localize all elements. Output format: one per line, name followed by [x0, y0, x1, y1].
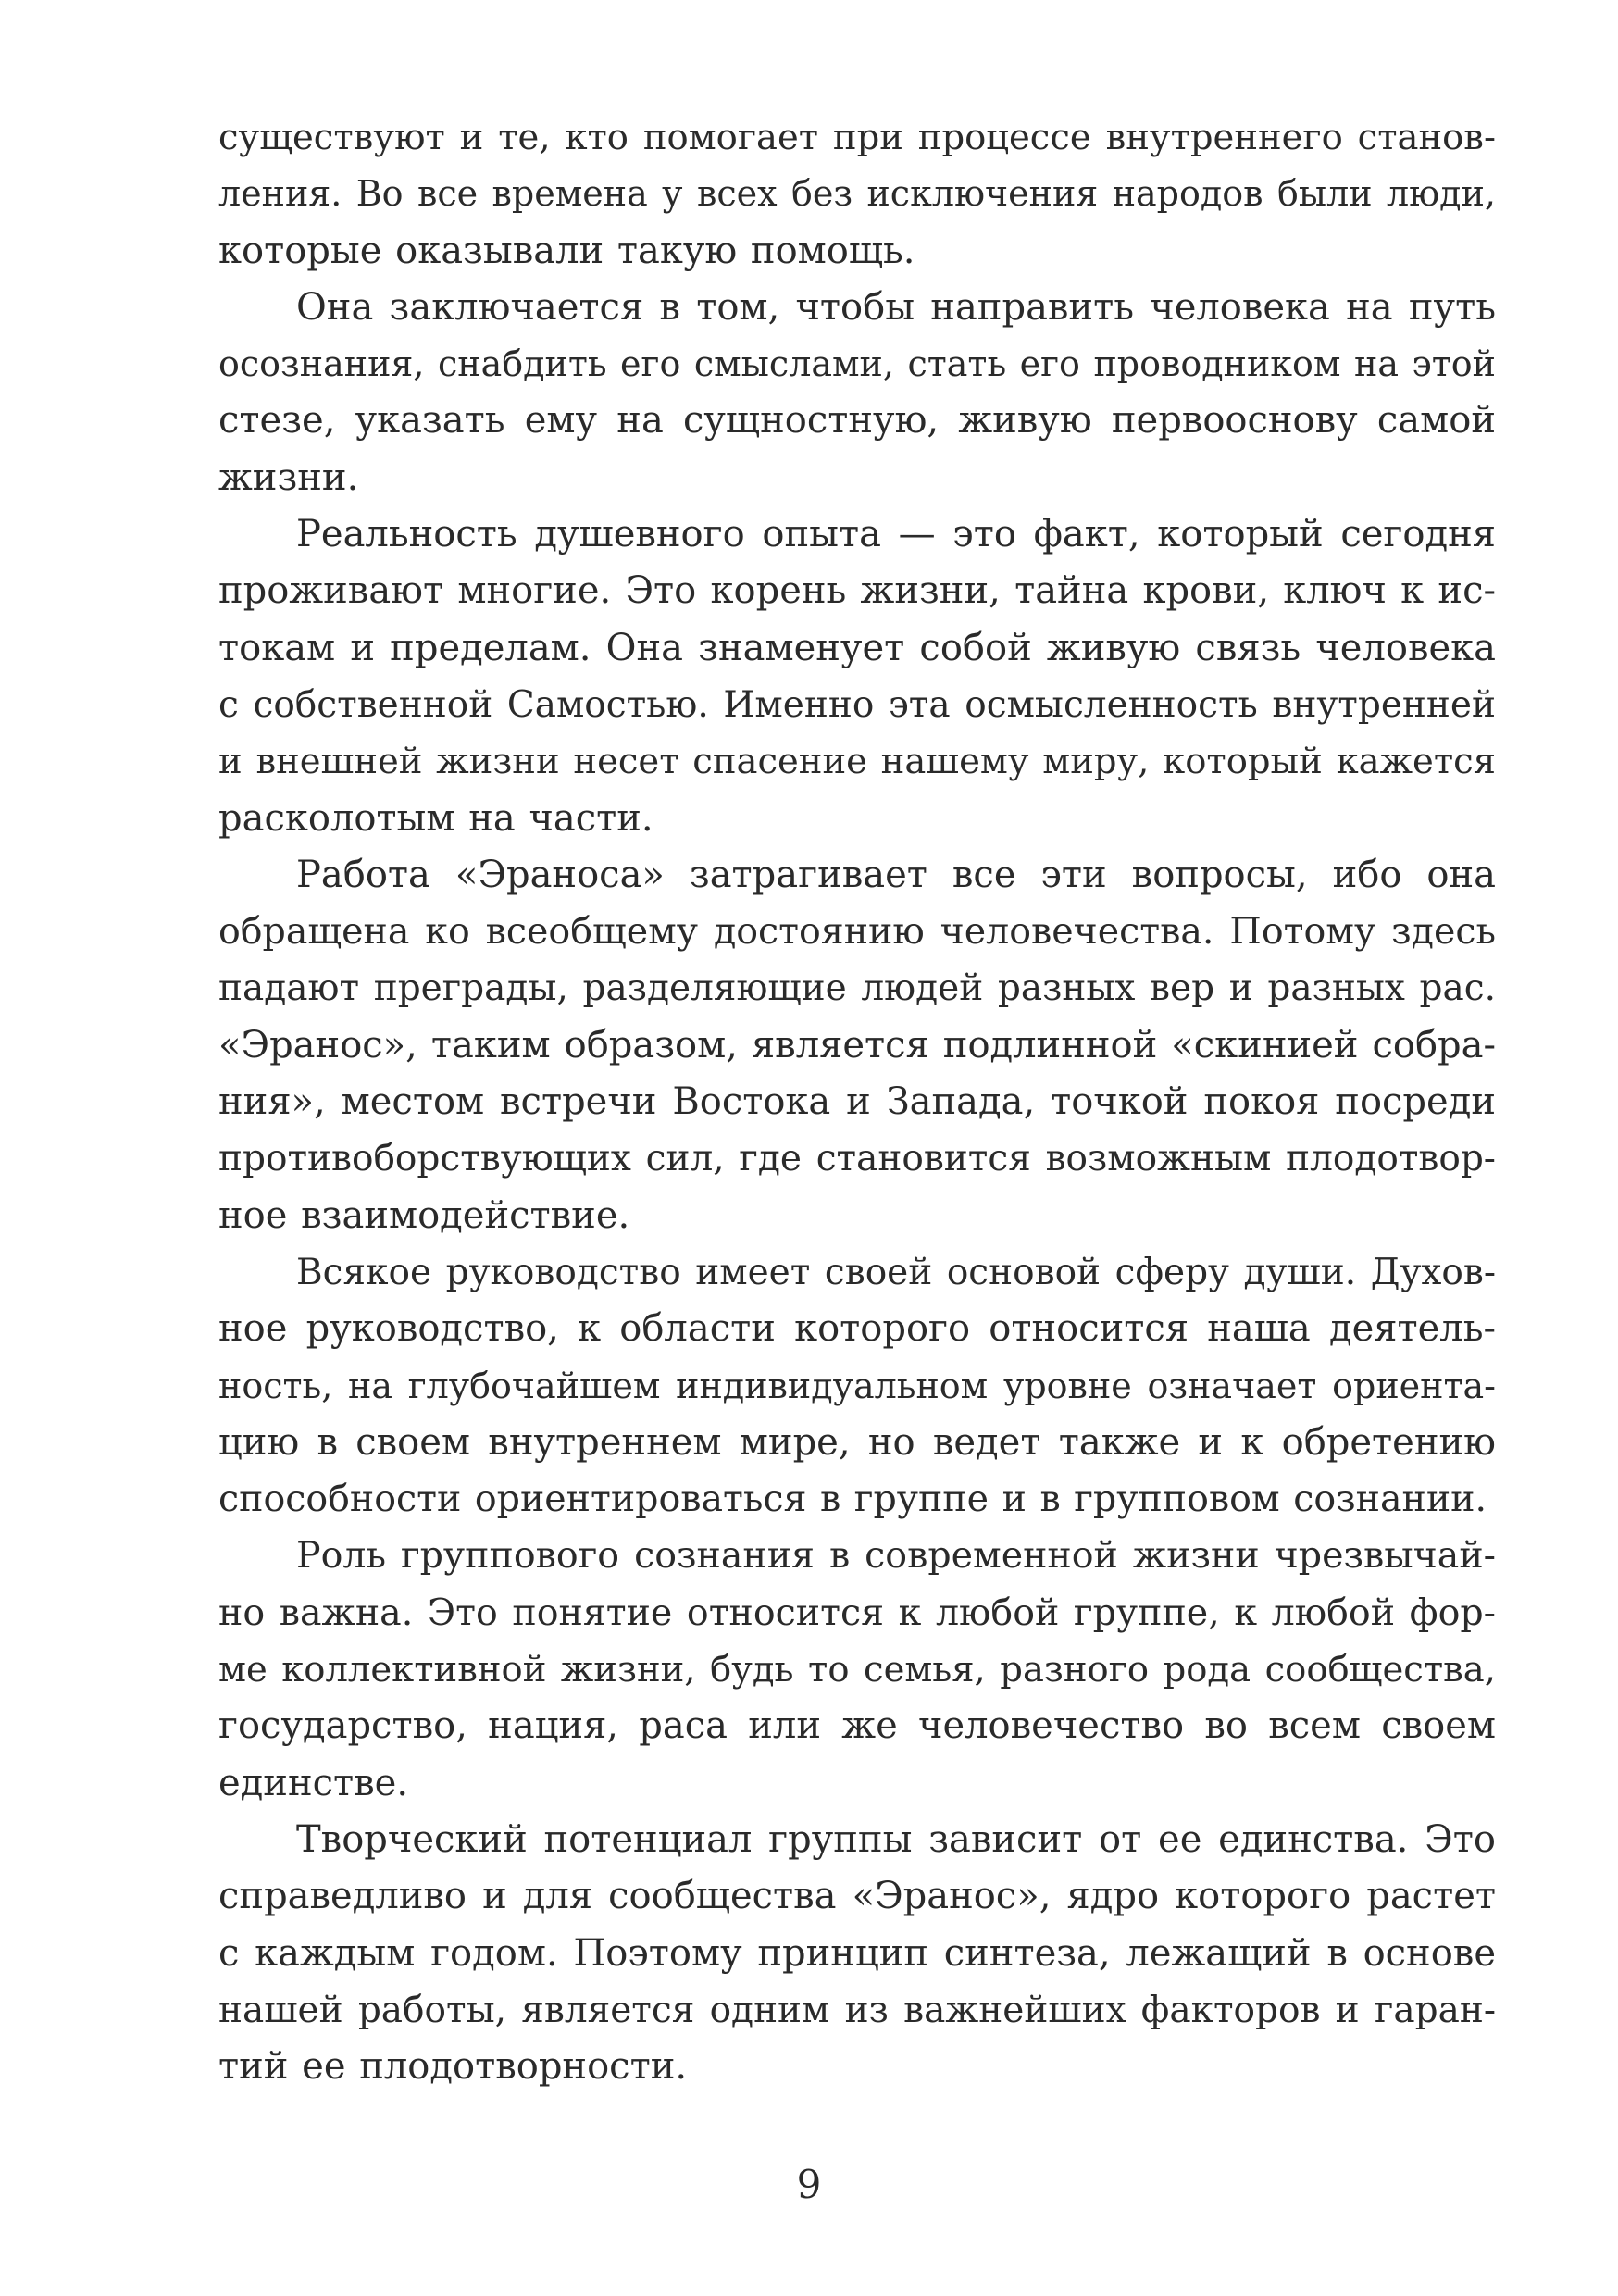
- text-line: Всякое руководство имеет своей основой сферу души. Духов-: [296, 1251, 1496, 1293]
- text-line: тий ее плодотворности.: [218, 2045, 688, 2089]
- text-line: существуют и те, кто помогает при процессе внутреннего станов-: [218, 117, 1496, 158]
- text-line: ме коллективной жизни, будь то семья, разного рода сообщества,: [218, 1649, 1496, 1691]
- text-line: стезе, указать ему на сущностную, живую первооснову самой: [218, 399, 1496, 443]
- text-line: проживают многие. Это корень жизни, тайна крови, ключ к ис-: [218, 569, 1496, 613]
- text-line: Творческий потенциал группы зависит от ее единства. Это: [296, 1817, 1496, 1861]
- paragraph-4: [218, 847, 1496, 1244]
- text-line: Роль группового сознания в современной жизни чрезвычай-: [296, 1534, 1496, 1578]
- paragraph-3: [218, 506, 1496, 847]
- text-line: государство, нация, раса или же человечество во всем своем: [218, 1704, 1496, 1748]
- text-line: осознания, снабдить его смыслами, стать его проводником на этой: [218, 343, 1496, 385]
- text-line: но важна. Это понятие относится к любой группе, к любой фор-: [218, 1591, 1496, 1634]
- text-line: Реальность душевного опыта — это факт, который сегодня: [296, 513, 1496, 556]
- text-line: ления. Во все времена у всех без исключения народов были люди,: [218, 173, 1496, 215]
- text-line: Работа «Эраноса» затрагивает все эти вопросы, ибо она: [296, 853, 1496, 896]
- text-line: и внешней жизни несет спасение нашему миру, который кажется: [218, 741, 1496, 783]
- paragraph-1: [218, 109, 1496, 280]
- text-line: жизни.: [218, 455, 359, 499]
- paragraph-5: [218, 1244, 1496, 1528]
- text-line: единстве.: [218, 1761, 409, 1804]
- text-line: цию в своем внутреннем мире, но ведет также и к обретению: [218, 1420, 1496, 1464]
- text-line: расколотым на части.: [218, 796, 653, 840]
- text-line: ное взаимодействие.: [218, 1193, 630, 1237]
- body-text: [218, 109, 1496, 2095]
- text-line: обращена ко всеобщему достоянию человечества. Потому здесь: [218, 910, 1496, 954]
- text-line: способности ориентироваться в группе и в групповом сознании.: [218, 1478, 1487, 1521]
- text-line: которые оказывали такую помощь.: [218, 229, 915, 272]
- text-line: противоборствующих сил, где становится возможным плодотвор-: [218, 1138, 1496, 1180]
- text-line: с каждым годом. Поэтому принцип синтеза, лежащий в основе: [218, 1931, 1496, 1975]
- text-line: Она заключается в том, чтобы направить человека на путь: [296, 285, 1496, 329]
- text-line: «Эранос», таким образом, является подлинной «скинией собра-: [218, 1023, 1496, 1067]
- text-line: падают преграды, разделяющие людей разных вер и разных рас.: [218, 967, 1496, 1010]
- text-line: ное руководство, к области которого относится наша деятель-: [218, 1307, 1496, 1351]
- text-line: ния», местом встречи Востока и Запада, точкой покоя посреди: [218, 1080, 1496, 1124]
- paragraph-2: [218, 280, 1496, 506]
- text-line: токам и пределам. Она знаменует собой живую связь человека: [218, 626, 1496, 669]
- text-line: нашей работы, является одним из важнейших факторов и гаран-: [218, 1989, 1496, 2031]
- paragraph-6: [218, 1528, 1496, 1811]
- text-line: справедливо и для сообщества «Эранос», ядро которого растет: [218, 1875, 1496, 1918]
- paragraph-7: [218, 1812, 1496, 2095]
- page-number: 9: [796, 2162, 822, 2207]
- text-line: ность, на глубочайшем индивидуальном уровне означает ориента-: [218, 1365, 1496, 1406]
- text-line: с собственной Самостью. Именно эта осмысленность внутренней: [218, 683, 1496, 726]
